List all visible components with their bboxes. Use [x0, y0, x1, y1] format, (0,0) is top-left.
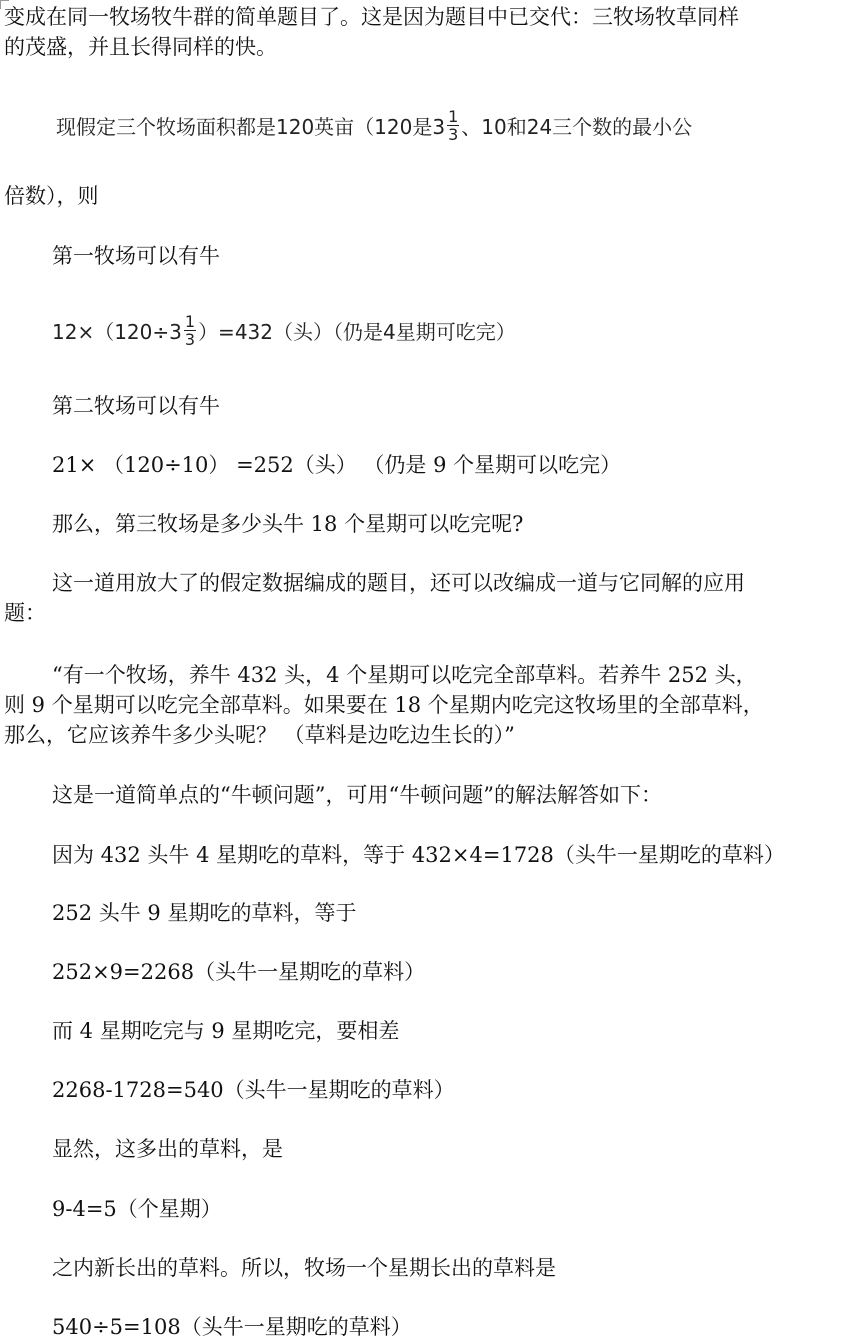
paragraph-line: 第一牧场可以有牛: [52, 244, 220, 268]
paragraph-line: 那么，它应该养牛多少头呢？ （草料是边吃边生长的）”: [4, 723, 515, 747]
paragraph-line: 2268-1728=540（头牛一星期吃的草料）: [52, 1078, 455, 1102]
fraction-denominator: 3: [184, 329, 196, 349]
paragraph-line: 而 4 星期吃完与 9 星期吃完，要相差: [52, 1019, 400, 1043]
paragraph-line: 倍数），则: [4, 184, 99, 208]
paragraph-line: 变成在同一牧场牧牛群的简单题目了。这是因为题目中已交代：三牧场牧草同样: [4, 5, 739, 29]
formula-text: 现假定三个牧场面积都是120英亩（120是3: [56, 114, 446, 139]
fraction: [184, 313, 196, 348]
embedded-formula-image: [56, 100, 692, 150]
paragraph-line: 21× （120÷10） =252（头） （仍是 9 个星期可以吃完）: [52, 453, 622, 477]
paragraph-line: 252×9=2268（头牛一星期吃的草料）: [52, 960, 426, 984]
paragraph-line: 那么，第三牧场是多少头牛 18 个星期可以吃完呢?: [52, 512, 524, 536]
fraction: [447, 108, 459, 143]
fraction-numerator: 1: [184, 311, 196, 331]
paragraph-line: 第二牧场可以有牛: [52, 394, 220, 418]
paragraph-line: 这是一道简单点的“牛顿问题”，可用“牛顿问题”的解法解答如下：: [52, 783, 662, 807]
paragraph-line: 题：: [4, 601, 46, 625]
paragraph-line: 则 9 个星期可以吃完全部草料。如果要在 18 个星期内吃完这牧场里的全部草料，: [4, 693, 764, 717]
paragraph-line: 显然，这多出的草料，是: [52, 1137, 283, 1161]
paragraph-line: 的茂盛，并且长得同样的快。: [4, 35, 277, 59]
paragraph-line: “有一个牧场，养牛 432 头，4 个星期可以吃完全部草料。若养牛 252 头，: [52, 663, 757, 687]
formula-text: 12×（120÷3: [52, 319, 182, 344]
formula-text: 、10和24三个数的最小公: [461, 114, 693, 139]
paragraph-line: 因为 432 头牛 4 星期吃的草料，等于 432×4=1728（头牛一星期吃的草料）: [52, 843, 785, 867]
paragraph-line: 252 头牛 9 星期吃的草料，等于: [52, 901, 357, 925]
fraction-numerator: 1: [448, 106, 459, 126]
paragraph-line: 9-4=5（个星期）: [52, 1197, 222, 1221]
embedded-formula-image: [52, 307, 516, 353]
paragraph-line: 这一道用放大了的假定数据编成的题目，还可以改编成一道与它同解的应用: [52, 571, 745, 595]
fraction-denominator: 3: [448, 124, 459, 144]
paragraph-line: 540÷5=108（头牛一星期吃的草料）: [52, 1315, 412, 1339]
paragraph-line: 之内新长出的草料。所以，牧场一个星期长出的草料是: [52, 1256, 556, 1280]
formula-text: ）=432（头）（仍是4星期可吃完）: [198, 319, 516, 344]
